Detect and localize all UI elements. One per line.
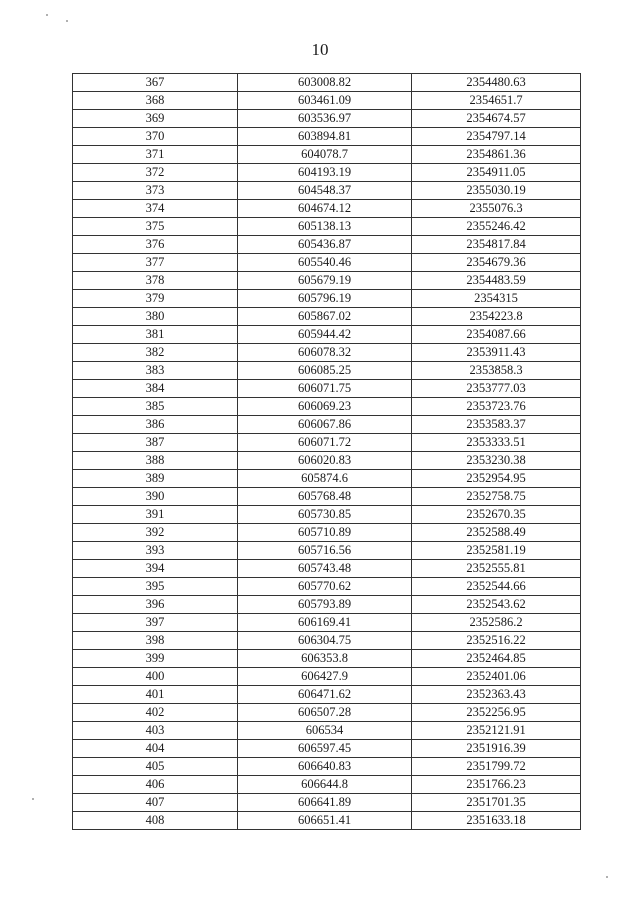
point-number-cell: 400 — [73, 668, 238, 686]
point-number-cell: 378 — [73, 272, 238, 290]
x-coordinate-cell: 604548.37 — [238, 182, 412, 200]
y-coordinate-cell: 2353583.37 — [412, 416, 581, 434]
point-number-cell: 403 — [73, 722, 238, 740]
x-coordinate-cell: 606071.75 — [238, 380, 412, 398]
y-coordinate-cell: 2352544.66 — [412, 578, 581, 596]
table-row — [73, 92, 581, 110]
table-row — [73, 200, 581, 218]
y-coordinate-cell: 2353333.51 — [412, 434, 581, 452]
x-coordinate-cell: 606641.89 — [238, 794, 412, 812]
point-number-cell: 368 — [73, 92, 238, 110]
point-number-cell: 388 — [73, 452, 238, 470]
point-number-cell: 380 — [73, 308, 238, 326]
x-coordinate-cell: 603536.97 — [238, 110, 412, 128]
x-coordinate-cell: 605770.62 — [238, 578, 412, 596]
point-number-cell: 370 — [73, 128, 238, 146]
scan-speck — [32, 798, 34, 800]
y-coordinate-cell: 2354797.14 — [412, 128, 581, 146]
x-coordinate-cell: 604078.7 — [238, 146, 412, 164]
point-number-cell: 384 — [73, 380, 238, 398]
table-body — [73, 74, 581, 830]
y-coordinate-cell: 2353777.03 — [412, 380, 581, 398]
x-coordinate-cell: 605716.56 — [238, 542, 412, 560]
x-coordinate-cell: 605944.42 — [238, 326, 412, 344]
table-row — [73, 686, 581, 704]
point-number-cell: 390 — [73, 488, 238, 506]
x-coordinate-cell: 605743.48 — [238, 560, 412, 578]
x-coordinate-cell: 606085.25 — [238, 362, 412, 380]
point-number-cell: 408 — [73, 812, 238, 830]
y-coordinate-cell: 2353230.38 — [412, 452, 581, 470]
y-coordinate-cell: 2353723.76 — [412, 398, 581, 416]
point-number-cell: 385 — [73, 398, 238, 416]
y-coordinate-cell: 2353911.43 — [412, 344, 581, 362]
y-coordinate-cell: 2351633.18 — [412, 812, 581, 830]
point-number-cell: 405 — [73, 758, 238, 776]
table-row — [73, 290, 581, 308]
point-number-cell: 397 — [73, 614, 238, 632]
x-coordinate-cell: 605679.19 — [238, 272, 412, 290]
point-number-cell: 393 — [73, 542, 238, 560]
point-number-cell: 374 — [73, 200, 238, 218]
y-coordinate-cell: 2352401.06 — [412, 668, 581, 686]
table-row — [73, 128, 581, 146]
point-number-cell: 407 — [73, 794, 238, 812]
table-row — [73, 308, 581, 326]
x-coordinate-cell: 605796.19 — [238, 290, 412, 308]
table-row — [73, 632, 581, 650]
x-coordinate-cell: 606353.8 — [238, 650, 412, 668]
point-number-cell: 383 — [73, 362, 238, 380]
table-row — [73, 722, 581, 740]
x-coordinate-cell: 603008.82 — [238, 74, 412, 92]
x-coordinate-cell: 606067.86 — [238, 416, 412, 434]
y-coordinate-cell: 2352954.95 — [412, 470, 581, 488]
table-row — [73, 362, 581, 380]
y-coordinate-cell: 2353858.3 — [412, 362, 581, 380]
y-coordinate-cell: 2354651.7 — [412, 92, 581, 110]
x-coordinate-cell: 606534 — [238, 722, 412, 740]
x-coordinate-cell: 606507.28 — [238, 704, 412, 722]
table-row — [73, 758, 581, 776]
y-coordinate-cell: 2355030.19 — [412, 182, 581, 200]
x-coordinate-cell: 606169.41 — [238, 614, 412, 632]
y-coordinate-cell: 2351766.23 — [412, 776, 581, 794]
table-row — [73, 344, 581, 362]
table-row — [73, 578, 581, 596]
table-row — [73, 524, 581, 542]
point-number-cell: 379 — [73, 290, 238, 308]
x-coordinate-cell: 606597.45 — [238, 740, 412, 758]
x-coordinate-cell: 605730.85 — [238, 506, 412, 524]
x-coordinate-cell: 606020.83 — [238, 452, 412, 470]
x-coordinate-cell: 606471.62 — [238, 686, 412, 704]
y-coordinate-cell: 2351701.35 — [412, 794, 581, 812]
point-number-cell: 396 — [73, 596, 238, 614]
table-row — [73, 218, 581, 236]
x-coordinate-cell: 605710.89 — [238, 524, 412, 542]
x-coordinate-cell: 603894.81 — [238, 128, 412, 146]
y-coordinate-cell: 2352516.22 — [412, 632, 581, 650]
y-coordinate-cell: 2352581.19 — [412, 542, 581, 560]
y-coordinate-cell: 2352363.43 — [412, 686, 581, 704]
table-row — [73, 434, 581, 452]
point-number-cell: 376 — [73, 236, 238, 254]
table-row — [73, 74, 581, 92]
x-coordinate-cell: 606640.83 — [238, 758, 412, 776]
table-row — [73, 182, 581, 200]
y-coordinate-cell: 2354087.66 — [412, 326, 581, 344]
y-coordinate-cell: 2355246.42 — [412, 218, 581, 236]
point-number-cell: 395 — [73, 578, 238, 596]
point-number-cell: 381 — [73, 326, 238, 344]
table-row — [73, 164, 581, 182]
scan-speck — [606, 876, 608, 878]
point-number-cell: 394 — [73, 560, 238, 578]
x-coordinate-cell: 605768.48 — [238, 488, 412, 506]
x-coordinate-cell: 605540.46 — [238, 254, 412, 272]
point-number-cell: 392 — [73, 524, 238, 542]
point-number-cell: 369 — [73, 110, 238, 128]
table-row — [73, 380, 581, 398]
y-coordinate-cell: 2352121.91 — [412, 722, 581, 740]
point-number-cell: 398 — [73, 632, 238, 650]
point-number-cell: 404 — [73, 740, 238, 758]
point-number-cell: 399 — [73, 650, 238, 668]
y-coordinate-cell: 2352256.95 — [412, 704, 581, 722]
x-coordinate-cell: 606304.75 — [238, 632, 412, 650]
table-row — [73, 470, 581, 488]
table-row — [73, 110, 581, 128]
y-coordinate-cell: 2354480.63 — [412, 74, 581, 92]
y-coordinate-cell: 2354223.8 — [412, 308, 581, 326]
table-row — [73, 326, 581, 344]
table-row — [73, 452, 581, 470]
x-coordinate-cell: 604674.12 — [238, 200, 412, 218]
table-row — [73, 542, 581, 560]
table-row — [73, 416, 581, 434]
x-coordinate-cell: 605138.13 — [238, 218, 412, 236]
point-number-cell: 372 — [73, 164, 238, 182]
table-row — [73, 776, 581, 794]
y-coordinate-cell: 2355076.3 — [412, 200, 581, 218]
table-row — [73, 650, 581, 668]
x-coordinate-cell: 606071.72 — [238, 434, 412, 452]
point-number-cell: 402 — [73, 704, 238, 722]
y-coordinate-cell: 2352543.62 — [412, 596, 581, 614]
y-coordinate-cell: 2351799.72 — [412, 758, 581, 776]
table-row — [73, 272, 581, 290]
table-row — [73, 560, 581, 578]
table-row — [73, 812, 581, 830]
y-coordinate-cell: 2352555.81 — [412, 560, 581, 578]
x-coordinate-cell: 606069.23 — [238, 398, 412, 416]
x-coordinate-cell: 604193.19 — [238, 164, 412, 182]
table-row — [73, 704, 581, 722]
table-row — [73, 596, 581, 614]
y-coordinate-cell: 2354674.57 — [412, 110, 581, 128]
point-number-cell: 406 — [73, 776, 238, 794]
point-number-cell: 371 — [73, 146, 238, 164]
point-number-cell: 367 — [73, 74, 238, 92]
page-number: 10 — [311, 40, 329, 59]
x-coordinate-cell: 606427.9 — [238, 668, 412, 686]
y-coordinate-cell: 2354861.36 — [412, 146, 581, 164]
y-coordinate-cell: 2352670.35 — [412, 506, 581, 524]
point-number-cell: 373 — [73, 182, 238, 200]
point-number-cell: 382 — [73, 344, 238, 362]
y-coordinate-cell: 2352758.75 — [412, 488, 581, 506]
y-coordinate-cell: 2352588.49 — [412, 524, 581, 542]
table-row — [73, 740, 581, 758]
x-coordinate-cell: 606644.8 — [238, 776, 412, 794]
x-coordinate-cell: 606651.41 — [238, 812, 412, 830]
y-coordinate-cell: 2352586.2 — [412, 614, 581, 632]
y-coordinate-cell: 2354679.36 — [412, 254, 581, 272]
y-coordinate-cell: 2352464.85 — [412, 650, 581, 668]
table-row — [73, 668, 581, 686]
x-coordinate-cell: 605436.87 — [238, 236, 412, 254]
x-coordinate-cell: 605793.89 — [238, 596, 412, 614]
table-row — [73, 488, 581, 506]
table-row — [73, 794, 581, 812]
point-number-cell: 401 — [73, 686, 238, 704]
x-coordinate-cell: 605874.6 — [238, 470, 412, 488]
table-row — [73, 254, 581, 272]
x-coordinate-cell: 603461.09 — [238, 92, 412, 110]
point-number-cell: 375 — [73, 218, 238, 236]
y-coordinate-cell: 2354817.84 — [412, 236, 581, 254]
coordinate-table — [72, 73, 581, 830]
table-row — [73, 146, 581, 164]
y-coordinate-cell: 2354315 — [412, 290, 581, 308]
point-number-cell: 386 — [73, 416, 238, 434]
scan-speck — [66, 20, 68, 22]
table-row — [73, 614, 581, 632]
x-coordinate-cell: 606078.32 — [238, 344, 412, 362]
point-number-cell: 389 — [73, 470, 238, 488]
point-number-cell: 377 — [73, 254, 238, 272]
scan-speck — [46, 14, 48, 16]
point-number-cell: 391 — [73, 506, 238, 524]
x-coordinate-cell: 605867.02 — [238, 308, 412, 326]
table-row — [73, 236, 581, 254]
point-number-cell: 387 — [73, 434, 238, 452]
y-coordinate-cell: 2351916.39 — [412, 740, 581, 758]
table-row — [73, 398, 581, 416]
table-row — [73, 506, 581, 524]
y-coordinate-cell: 2354911.05 — [412, 164, 581, 182]
y-coordinate-cell: 2354483.59 — [412, 272, 581, 290]
